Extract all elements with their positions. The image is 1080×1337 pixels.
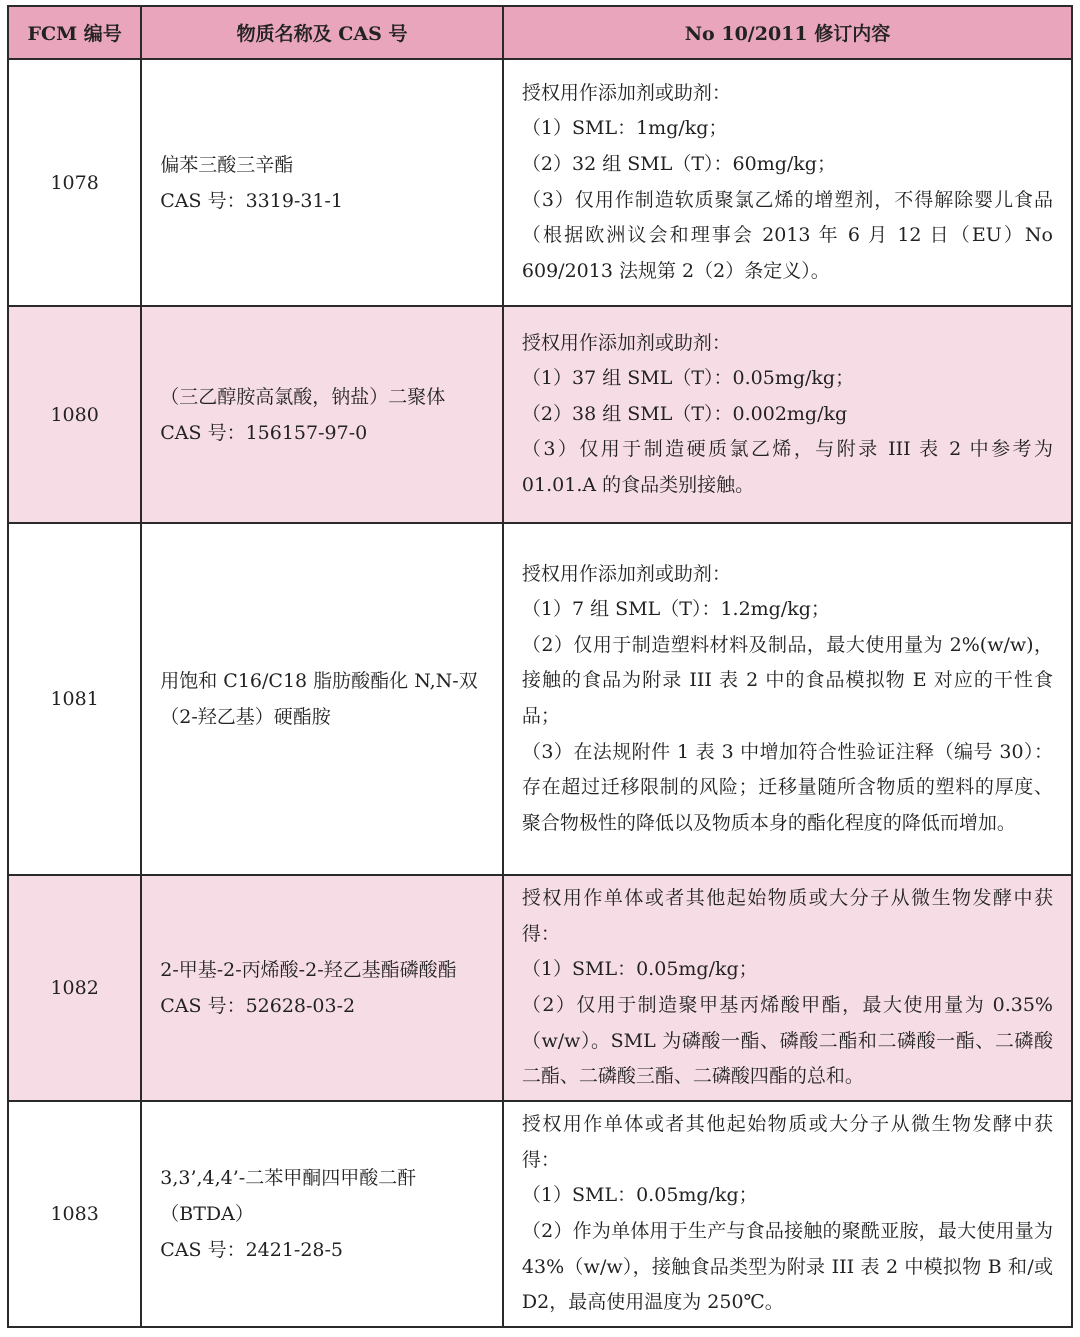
substance-name-cell	[141, 523, 503, 875]
cas-number: CAS 号：156157-97-0	[160, 421, 368, 444]
revision-cell	[503, 1101, 1072, 1327]
substance-name-cell	[141, 306, 503, 523]
revision-line: （1）37 组 SML（T）：0.05mg/kg；	[521, 367, 855, 390]
table-row	[8, 875, 1072, 1101]
table-row	[8, 306, 1072, 523]
revision-line: （3）仅用作制造软质聚氯乙烯的增塑剂，不得解除婴儿食品（根据欧洲议会和理事会 2013 年 6 月 12 日（EU）No 609/2013 法规第 2（2）条定义）。	[521, 188, 1053, 282]
table-header-row	[8, 6, 1072, 59]
cas-number: CAS 号：3319-31-1	[160, 189, 344, 212]
revision-line: （2）32 组 SML（T）：60mg/kg；	[521, 152, 836, 175]
revision-line: （2）38 组 SML（T）：0.002mg/kg	[521, 402, 848, 425]
revision-line: （2）仅用于制造塑料材料及制品，最大使用量为 2%(w/w)，接触的食品为附录 III 表 2 中的食品模拟物 E 对应的干性食品；	[521, 633, 1053, 727]
header-fcm-number: FCM 编号	[8, 6, 141, 59]
substance-name-cell	[141, 875, 503, 1101]
revision-line: （1）7 组 SML（T）：1.2mg/kg；	[521, 598, 830, 621]
substance-name: （三乙醇胺高氯酸，钠盐）二聚体	[160, 385, 446, 408]
revision-line: （2）作为单体用于生产与食品接触的聚酰亚胺，最大使用量为 43%（w/w），接触食品类型为附录 III 表 2 中模拟物 B 和/或 D2，最高使用温度为 250℃。	[521, 1220, 1053, 1314]
header-revision-content: No 10/2011 修订内容	[503, 6, 1072, 59]
revision-cell	[503, 59, 1072, 306]
table-row	[8, 523, 1072, 875]
fcm-number: 1080	[8, 306, 141, 523]
revision-line: （2）仅用于制造聚甲基丙烯酸甲酯，最大使用量为 0.35%（w/w）。SML 为磷酸一酯、磷酸二酯和二磷酸一酯、二磷酸二酯、二磷酸三酯、二磷酸四酯的总和。	[521, 994, 1053, 1088]
table-row	[8, 59, 1072, 306]
revision-line: （1）SML：1mg/kg；	[521, 117, 728, 140]
revision-line: 授权用作添加剂或助剂：	[521, 81, 731, 104]
revision-cell	[503, 875, 1072, 1101]
substance-name: 偏苯三酸三辛酯	[160, 153, 294, 176]
revision-line: （3）仅用于制造硬质氯乙烯，与附录 III 表 2 中参考为 01.01.A 的食品类别接触。	[521, 438, 1053, 496]
revision-line: 授权用作单体或者其他起始物质或大分子从微生物发酵中获得：	[521, 887, 1053, 945]
revision-line: （1）SML：0.05mg/kg；	[521, 958, 758, 981]
revision-cell	[503, 306, 1072, 523]
table-row	[8, 1101, 1072, 1327]
fcm-number: 1081	[8, 523, 141, 875]
substance-name-cell	[141, 59, 503, 306]
substance-name: 用饱和 C16/C18 脂肪酸酯化 N,N-双（2-羟乙基）硬酯胺	[160, 670, 478, 728]
fcm-number: 1083	[8, 1101, 141, 1327]
fcm-number: 1078	[8, 59, 141, 306]
header-substance-name: 物质名称及 CAS 号	[141, 6, 503, 59]
substance-name: 2-甲基-2-丙烯酸-2-羟乙基酯磷酸酯	[160, 959, 457, 981]
fcm-number: 1082	[8, 875, 141, 1101]
substance-name: 3,3’,4,4’-二苯甲酮四甲酸二酐（BTDA）	[160, 1167, 417, 1225]
revision-line: （1）SML：0.05mg/kg；	[521, 1184, 758, 1207]
substance-name-cell	[141, 1101, 503, 1327]
cas-number: CAS 号：2421-28-5	[160, 1239, 344, 1261]
revision-cell	[503, 523, 1072, 875]
cas-number: CAS 号：52628-03-2	[160, 995, 356, 1017]
revision-line: 授权用作添加剂或助剂：	[521, 562, 731, 585]
revision-line: （3）在法规附件 1 表 3 中增加符合性验证注释（编号 30）：存在超过迁移限制的风险；迁移量随所含物质的塑料的厚度、聚合物极性的降低以及物质本身的酯化程度的降低而增加。	[521, 740, 1053, 834]
revision-line: 授权用作单体或者其他起始物质或大分子从微生物发酵中获得：	[521, 1113, 1053, 1171]
revision-line: 授权用作添加剂或助剂：	[521, 331, 731, 354]
fcm-revision-table	[7, 5, 1073, 1328]
